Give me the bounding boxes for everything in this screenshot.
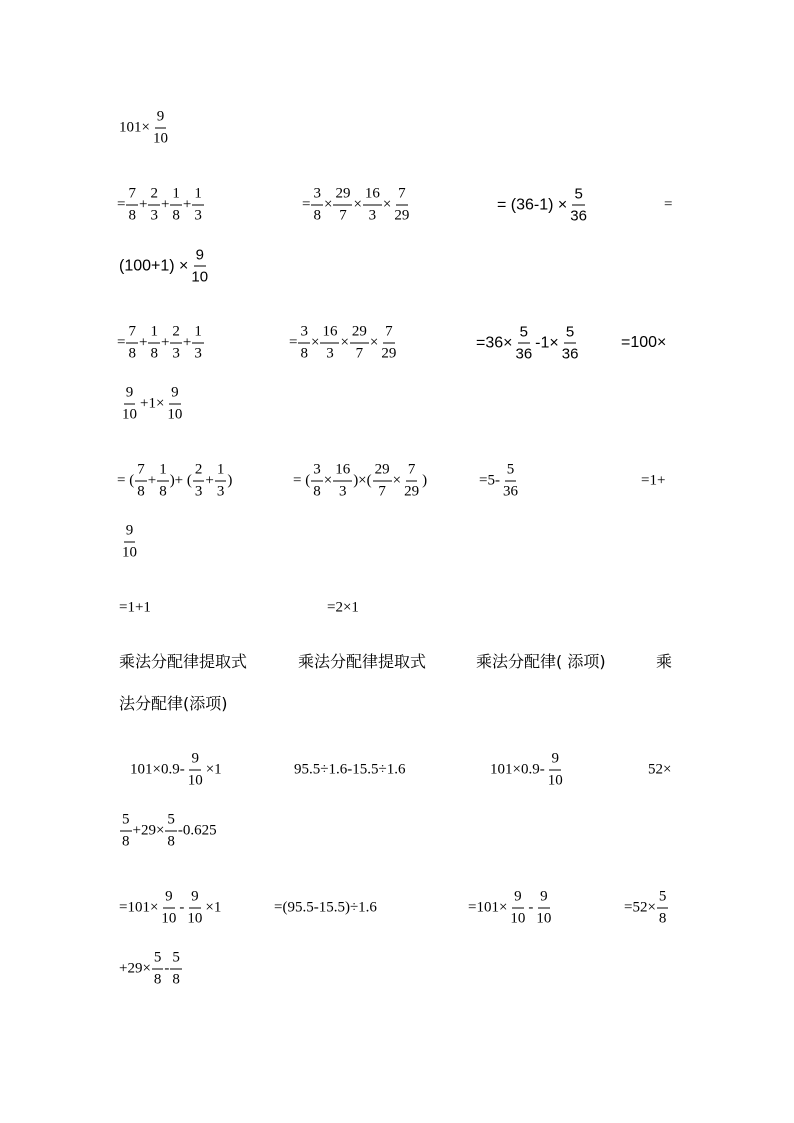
expression-text: =52× [624, 899, 656, 916]
expression-text: - [528, 899, 534, 916]
fraction [513, 325, 534, 362]
fraction-numerator: 5 [518, 325, 530, 344]
math-expression [624, 890, 669, 927]
fraction-numerator: 7 [396, 187, 408, 206]
fraction-numerator: 2 [193, 463, 205, 482]
math-expression [119, 890, 221, 927]
expression-text: = [289, 334, 298, 351]
fraction [120, 813, 132, 850]
fraction-denominator: 29 [404, 483, 420, 500]
fraction-numerator: 3 [298, 325, 310, 344]
expression-text: + [160, 196, 170, 213]
fraction-denominator: 10 [122, 544, 137, 561]
fraction [157, 463, 169, 500]
fraction-numerator: 9 [189, 752, 201, 771]
fraction [311, 187, 323, 224]
math-expression [641, 474, 665, 489]
math-expression [119, 248, 211, 285]
fraction [159, 890, 178, 927]
expression-text: + [205, 472, 214, 489]
fraction-numerator: 1 [170, 187, 182, 206]
math-expression [479, 463, 521, 500]
fraction [186, 752, 205, 789]
fraction [320, 325, 339, 362]
expression-text: =100× [621, 334, 667, 351]
math-expression [119, 696, 228, 712]
math-expression [656, 654, 672, 670]
fraction-numerator: 29 [333, 187, 352, 206]
fraction-numerator: 7 [126, 325, 138, 344]
expression-text: = (36-1) × [497, 196, 568, 213]
fraction [402, 463, 421, 500]
fraction [126, 325, 138, 362]
expression-text: × [323, 472, 333, 489]
math-expression [119, 110, 171, 147]
math-expression [648, 763, 671, 778]
fraction-numerator: 5 [657, 890, 669, 909]
expression-text: 法分配律(添项) [119, 694, 228, 713]
fraction-denominator: 8 [300, 345, 308, 362]
expression-text: 乘 [656, 652, 673, 671]
fraction-denominator: 8 [313, 483, 321, 500]
fraction-numerator: 7 [383, 325, 395, 344]
math-expression [130, 752, 222, 789]
fraction-denominator: 36 [561, 345, 579, 363]
fraction-numerator: 1 [148, 325, 160, 344]
fraction-numerator: 1 [192, 187, 204, 206]
fraction-denominator: 3 [194, 483, 203, 500]
fraction-numerator: 5 [165, 813, 177, 832]
expression-text: +29× [132, 822, 165, 839]
expression-text: + [138, 196, 148, 213]
fraction-denominator: 8 [658, 910, 667, 927]
math-expression [302, 187, 412, 224]
fraction-numerator: 1 [192, 325, 204, 344]
fraction-denominator: 36 [570, 207, 587, 225]
fraction-numerator: 2 [170, 325, 182, 344]
fraction [126, 187, 138, 224]
fraction [350, 325, 369, 362]
expression-text: -1× [535, 334, 559, 351]
expression-text: + [182, 334, 192, 351]
fraction-numerator: 5 [505, 463, 517, 482]
fraction-denominator: 8 [150, 345, 158, 362]
fraction-numerator: 16 [333, 463, 352, 482]
expression-text: ×1 [205, 761, 222, 778]
expression-text: × [369, 334, 379, 351]
fraction [152, 951, 164, 988]
fraction [192, 187, 204, 224]
fraction-numerator: 29 [350, 325, 369, 344]
expression-text: =1+ [641, 472, 666, 489]
math-expression [298, 654, 426, 670]
fraction-numerator: 7 [126, 187, 138, 206]
math-expression [468, 890, 554, 927]
fraction-numerator: 9 [538, 890, 550, 909]
fraction-denominator: 3 [338, 483, 347, 500]
fraction-denominator: 8 [153, 971, 162, 988]
expression-text: ) [227, 472, 233, 489]
fraction-numerator: 9 [194, 248, 206, 267]
math-expression [497, 187, 590, 224]
expression-text: ) [422, 472, 428, 489]
fraction-numerator: 16 [320, 325, 339, 344]
expression-text: = [117, 196, 126, 213]
expression-text: +29× [119, 960, 151, 977]
fraction [189, 248, 210, 285]
expression-text: 95.5÷1.6-15.5÷1.6 [294, 761, 406, 778]
fraction-numerator: 16 [363, 187, 382, 206]
fraction-numerator: 9 [189, 890, 201, 909]
fraction-numerator: 9 [124, 524, 136, 543]
math-expression [476, 325, 581, 362]
fraction [333, 187, 352, 224]
fraction [392, 187, 411, 224]
fraction [135, 463, 147, 500]
expression-text: = [117, 334, 126, 351]
expression-text: =36× [476, 334, 513, 351]
fraction-denominator: 29 [381, 345, 397, 362]
math-expression [117, 463, 232, 500]
expression-text: = ( [293, 472, 311, 489]
fraction-denominator: 8 [122, 833, 130, 850]
fraction [120, 386, 139, 423]
fraction-numerator: 1 [157, 463, 169, 482]
fraction-denominator: 29 [394, 207, 410, 224]
fraction-numerator: 5 [564, 325, 576, 344]
expression-text: 101×0.9- [490, 761, 545, 778]
math-expression [327, 601, 359, 616]
fraction-denominator: 3 [216, 483, 225, 500]
fraction-numerator: 7 [135, 463, 147, 482]
fraction [333, 463, 352, 500]
fraction-denominator: 36 [502, 483, 518, 500]
fraction-denominator: 10 [167, 406, 183, 423]
math-expression [119, 951, 183, 988]
fraction [151, 110, 170, 147]
fraction-numerator: 29 [373, 463, 392, 482]
expression-text: -0.625 [177, 822, 217, 839]
expression-text: ×1 [205, 899, 222, 916]
fraction-denominator: 3 [326, 345, 334, 362]
fraction [148, 325, 160, 362]
fraction-numerator: 5 [572, 187, 584, 206]
fraction-numerator: 5 [120, 813, 132, 832]
expression-text: (100+1) × [119, 257, 189, 274]
fraction [170, 325, 182, 362]
expression-text: =1+1 [119, 599, 151, 616]
fraction-denominator: 8 [128, 345, 136, 362]
fraction [501, 463, 520, 500]
fraction-denominator: 10 [510, 910, 526, 927]
fraction [508, 890, 527, 927]
fraction-denominator: 8 [159, 483, 167, 500]
fraction-numerator: 9 [155, 110, 167, 129]
fraction-denominator: 36 [515, 345, 533, 363]
expression-text: =101× [468, 899, 508, 916]
math-expression [294, 763, 405, 778]
expression-text: = [302, 196, 311, 213]
expression-text: =5- [479, 472, 500, 489]
fraction-denominator: 10 [547, 772, 563, 789]
expression-text: )×( [353, 472, 372, 489]
fraction [298, 325, 310, 362]
expression-text: 101× [119, 119, 150, 136]
fraction [192, 325, 204, 362]
fraction-denominator: 7 [355, 345, 364, 362]
math-expression [119, 654, 247, 670]
fraction-denominator: 7 [339, 207, 347, 224]
fraction [185, 890, 204, 927]
math-expression [119, 386, 185, 423]
expression-text: × [310, 334, 320, 351]
math-expression [117, 187, 205, 224]
fraction [165, 386, 184, 423]
expression-text: - [164, 960, 170, 977]
expression-text: =101× [119, 899, 159, 916]
fraction-numerator: 9 [169, 386, 181, 405]
math-expression [119, 813, 217, 850]
fraction-denominator: 7 [378, 483, 386, 500]
fraction-numerator: 7 [406, 463, 418, 482]
fraction-denominator: 10 [152, 130, 168, 147]
math-expression [289, 325, 399, 362]
fraction [193, 463, 205, 500]
expression-text: = ( [117, 472, 135, 489]
expression-text: 乘法分配律( 添项) [476, 652, 606, 671]
expression-text: × [323, 196, 333, 213]
fraction [120, 524, 139, 561]
expression-text: 101×0.9- [130, 761, 185, 778]
expression-text: 乘法分配律提取式 [298, 652, 427, 671]
fraction-denominator: 3 [194, 207, 202, 224]
fraction-denominator: 8 [172, 971, 180, 988]
fraction-denominator: 3 [368, 207, 377, 224]
expression-text: + [147, 472, 157, 489]
fraction-numerator: 9 [512, 890, 524, 909]
expression-text: + [138, 334, 148, 351]
expression-text: +1× [140, 395, 165, 412]
fraction [560, 325, 581, 362]
fraction-denominator: 10 [187, 910, 203, 927]
math-expression [119, 524, 140, 561]
fraction [373, 463, 392, 500]
fraction-denominator: 8 [172, 207, 180, 224]
expression-text: × [340, 334, 349, 351]
fraction [568, 187, 589, 224]
math-expression [117, 325, 205, 362]
expression-text: = [664, 196, 673, 213]
expression-text: =(95.5-15.5)÷1.6 [274, 899, 377, 916]
fraction [170, 951, 182, 988]
math-expression [119, 601, 151, 616]
fraction-numerator: 9 [163, 890, 175, 909]
fraction-numerator: 5 [170, 951, 182, 970]
fraction [534, 890, 553, 927]
fraction-numerator: 1 [215, 463, 227, 482]
fraction-denominator: 3 [150, 207, 158, 224]
fraction-denominator: 8 [128, 207, 136, 224]
fraction-numerator: 5 [152, 951, 164, 970]
expression-text: )+ ( [169, 472, 192, 489]
math-expression [490, 752, 566, 789]
expression-text: + [160, 334, 170, 351]
fraction-numerator: 9 [124, 386, 136, 405]
expression-text: × [353, 196, 362, 213]
fraction-denominator: 10 [187, 772, 203, 789]
expression-text: 52× [648, 761, 672, 778]
expression-text: - [179, 899, 185, 916]
fraction-numerator: 3 [311, 187, 323, 206]
fraction-denominator: 8 [313, 207, 321, 224]
fraction-denominator: 10 [122, 406, 137, 423]
expression-text: × [382, 196, 392, 213]
fraction-numerator: 3 [311, 463, 323, 482]
fraction [311, 463, 323, 500]
expression-text: + [182, 196, 192, 213]
fraction-denominator: 3 [194, 345, 202, 362]
math-expression [664, 198, 672, 213]
fraction [363, 187, 382, 224]
math-expression [476, 654, 606, 670]
fraction [148, 187, 160, 224]
fraction-denominator: 3 [172, 345, 180, 362]
expression-text: 乘法分配律提取式 [119, 652, 248, 671]
fraction-denominator: 10 [536, 910, 552, 927]
expression-text: × [392, 472, 402, 489]
math-expression [293, 463, 427, 500]
fraction [165, 813, 177, 850]
fraction [546, 752, 565, 789]
fraction-denominator: 10 [161, 910, 177, 927]
fraction-denominator: 8 [167, 833, 175, 850]
fraction-numerator: 2 [148, 187, 160, 206]
math-expression [621, 335, 666, 351]
expression-text: =2×1 [327, 599, 359, 616]
fraction [657, 890, 669, 927]
fraction [379, 325, 398, 362]
fraction-denominator: 10 [191, 268, 209, 286]
fraction [170, 187, 182, 224]
fraction [215, 463, 227, 500]
fraction-numerator: 9 [549, 752, 561, 771]
fraction-denominator: 8 [137, 483, 145, 500]
math-expression [274, 901, 377, 916]
